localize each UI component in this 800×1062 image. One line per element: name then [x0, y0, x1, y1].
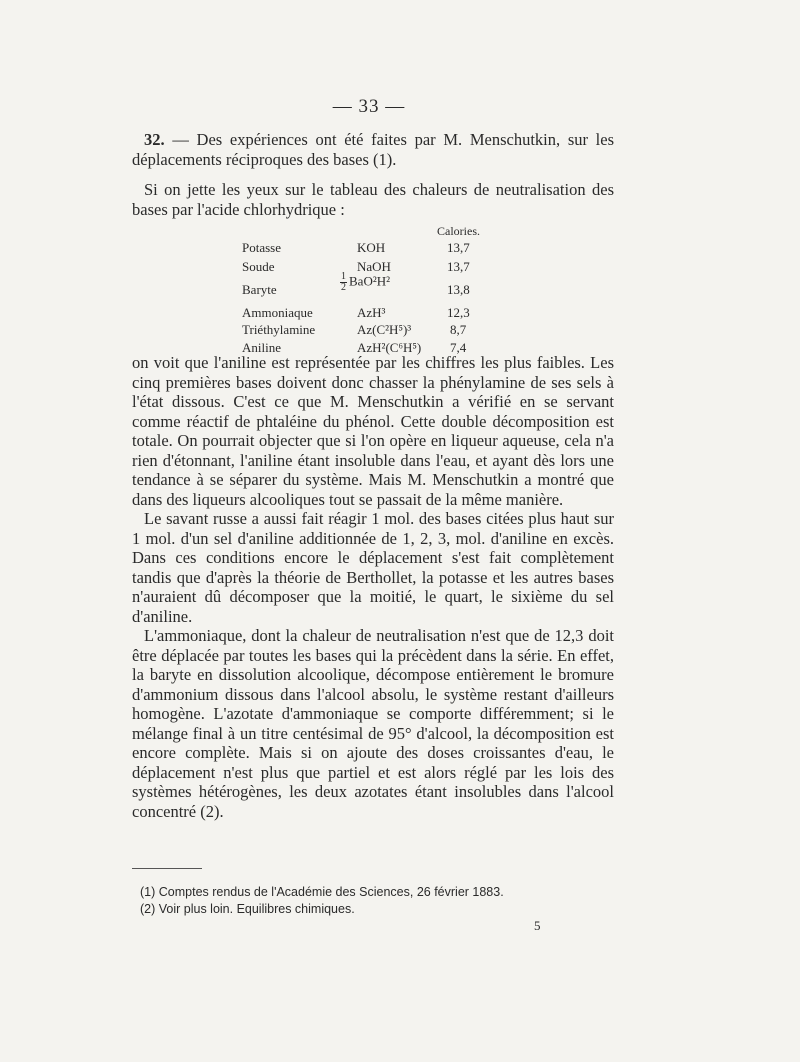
paragraph-2 — [132, 180, 614, 219]
body-text — [132, 353, 614, 821]
paragraph-3: on voit que l'aniline est représentée par les chiffres les plus faibles. Les cinq premières bases doivent donc chasser la phénylamine de ses sels à l'état dissous. C'est ce que M. Menschutkin a vérifié en se servant comme réactif de phtaléine du phénol. Cette double décomposition est totale. On pourrait objecter que si l'on opère en liqueur aqueuse, cela n'a rien d'étonnant, l'aniline étant insoluble dans l'eau, et ayant dès lors une tendance à se séparer du système. Mais M. Menschutkin a montré que dans des liqueurs alcooliques tout se passait de la même manière. — [132, 353, 614, 509]
paragraph-1-text: — Des expériences ont été faites par M. Menschutkin, sur les déplacements réciproques des bases (1). — [132, 130, 615, 169]
paragraph-2-text: Si on jette les yeux sur le tableau des chaleurs de neutralisation des bases par l'acide chlorhydrique : — [132, 180, 614, 219]
paragraph-4: Le savant russe a aussi fait réagir 1 mol. des bases citées plus haut sur 1 mol. d'un sel d'aniline additionnée de 1, 2, 3, mol. d'aniline en excès. Dans ces conditions encore le déplacement s'est fait complètement tandis que d'après la théorie de Berthollet, la potasse et les autres bases n'auraient dû décomposer que la moitié, le quart, le sixième du sel d'aniline. — [132, 509, 614, 626]
table-row-formula-fraction — [340, 272, 390, 293]
fraction — [340, 272, 347, 293]
table-row-name: Soude — [242, 259, 275, 274]
footnote-divider — [132, 868, 202, 869]
table-row-name: Ammoniaque — [242, 305, 313, 320]
table-header-calories: Calories. — [437, 224, 480, 238]
footnotes — [140, 884, 504, 918]
fraction-numerator: 1 — [341, 271, 346, 282]
table-row-value: 8,7 — [450, 322, 467, 337]
table-row-formula: KOH — [357, 240, 386, 255]
table-row-formula: NaOH — [357, 259, 391, 274]
table-row-name: Baryte — [242, 282, 277, 297]
table-row-value: 13,7 — [447, 240, 470, 255]
table-row-formula: AzH³ — [357, 305, 386, 320]
table-row-value: 13,8 — [447, 282, 470, 297]
table-row-value: 12,3 — [447, 305, 470, 320]
table-row-formula: BaO²H² — [349, 273, 391, 289]
fraction-denominator: 2 — [341, 282, 346, 293]
table-row-formula: Az(C²H⁵)³ — [357, 322, 412, 337]
table-row-value: 7,4 — [450, 340, 467, 355]
table-row-name: Triéthylamine — [242, 322, 316, 337]
table-row-value: 13,7 — [447, 259, 470, 274]
paragraph-1 — [132, 130, 614, 169]
footnote-2: (2) Voir plus loin. Equilibres chimiques. — [140, 902, 355, 916]
table-row-name: Potasse — [242, 240, 281, 255]
footnote-1: (1) Comptes rendus de l'Académie des Sciences, 26 février 1883. — [140, 885, 504, 899]
table-row-name: Aniline — [242, 340, 281, 355]
page-number: — 33 — — [332, 96, 406, 117]
table-row-formula: AzH²(C⁶H⁵) — [357, 340, 422, 355]
paragraph-5: L'ammoniaque, dont la chaleur de neutralisation n'est que de 12,3 doit être déplacée par toutes les bases qui la précèdent dans la série. En effet, la baryte en dissolution alcoolique, décompose entièrement le bromure d'ammonium dissous dans l'alcool absolu, le système restant d'ailleurs homogène. L'azotate d'ammoniaque se comporte différemment; si le mélange final à un titre centésimal de 95° d'alcool, la décomposition est encore complète. Mais si on ajoute des doses croissantes d'eau, le déplacement n'est plus que partiel et est alors réglé par les lois des systèmes hétérogènes, les deux azotates étant insolubles dans l'alcool concentré (2). — [132, 626, 614, 821]
section-number: 32. — [144, 130, 165, 149]
signature-mark: 5 — [534, 918, 541, 933]
